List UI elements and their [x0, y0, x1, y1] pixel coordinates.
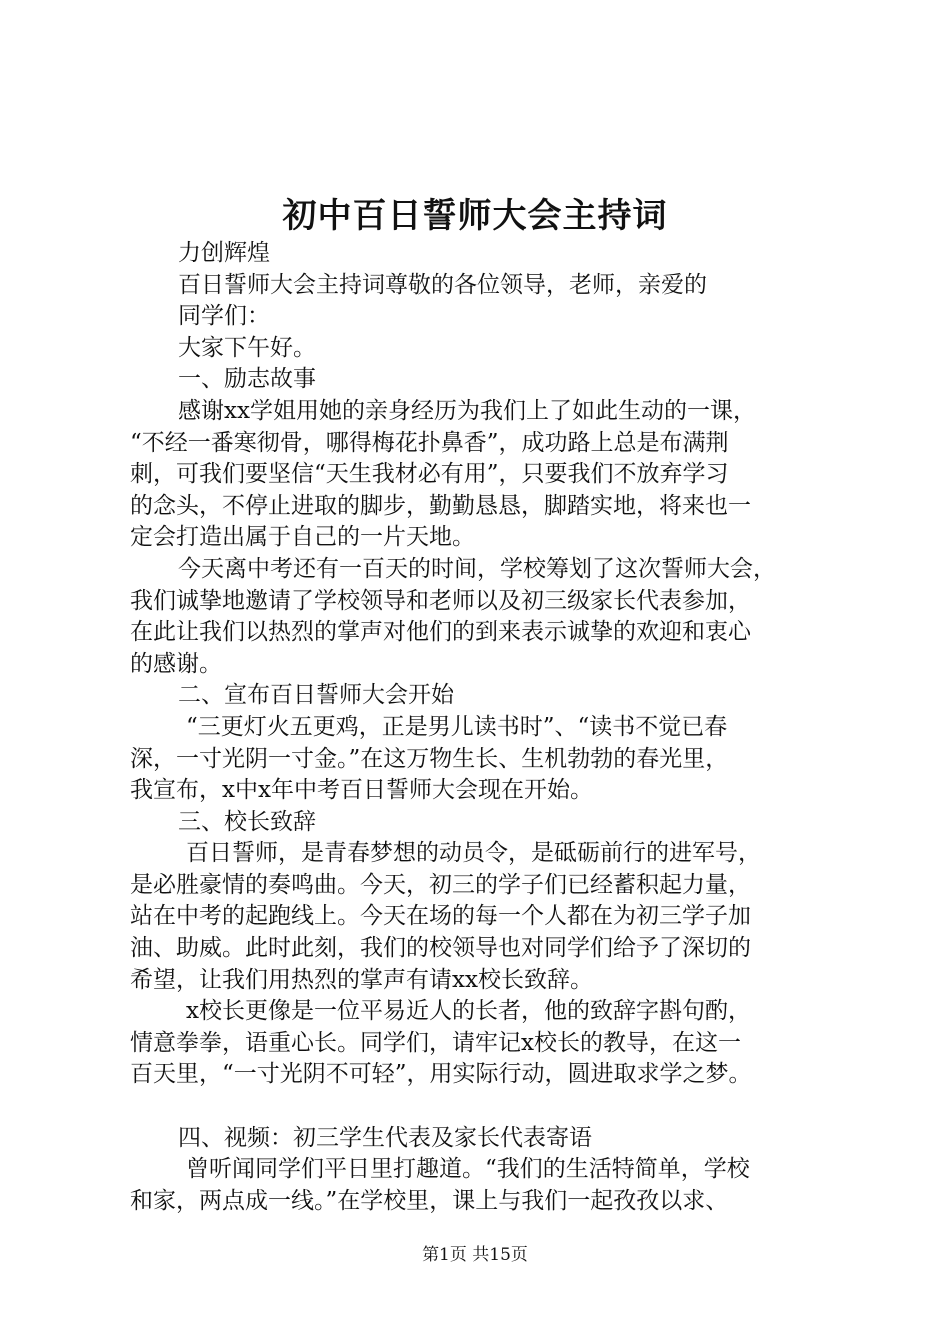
section-heading: 二、宣布百日誓师大会开始: [178, 682, 454, 709]
text-line: 深，一寸光阴一寸金。”在这万物生长、生机勃勃的春光里，: [130, 745, 729, 772]
text-line: 今天离中考还有一百天的时间，学校筹划了这次誓师大会，: [178, 555, 776, 582]
page-footer: 第1页 共15页: [422, 1245, 528, 1265]
text-line: 百日誓师大会主持词尊敬的各位领导，老师，亲爱的: [178, 271, 707, 298]
section-heading: 三、校长致辞: [178, 808, 316, 835]
text-line: 大家下午好。: [178, 334, 316, 361]
text-line: 的念头，不停止进取的脚步，勤勤恳恳，脚踏实地，将来也一: [130, 492, 751, 519]
text-line: 希望，让我们用热烈的掌声有请xx校长致辞。: [130, 966, 593, 993]
text-line: 和家，两点成一线。”在学校里，课上与我们一起孜孜以求、: [130, 1187, 729, 1214]
text-line: “三更灯火五更鸡，正是男儿读书时”、“读书不觉已春: [186, 713, 728, 740]
document-body: [130, 238, 830, 1217]
text-line: 情意拳拳，语重心长。同学们，请牢记x校长的教导，在这一: [130, 1029, 741, 1056]
text-line: “不经一番寒彻骨，哪得梅花扑鼻香”，成功路上总是布满荆: [130, 429, 729, 456]
section-heading: 四、视频：初三学生代表及家长代表寄语: [178, 1124, 592, 1151]
text-line: 同学们：: [178, 303, 270, 330]
section-heading: 一、励志故事: [178, 366, 316, 393]
text-line: 感谢xx学姐用她的亲身经历为我们上了如此生动的一课，: [178, 397, 756, 424]
text-line: 的感谢。: [130, 650, 222, 677]
text-line: x校长更像是一位平易近人的长者，他的致辞字斟句酌，: [186, 998, 751, 1025]
text-line: 力创辉煌: [178, 240, 270, 266]
text-line: 是必胜豪情的奏鸣曲。今天，初三的学子们已经蓄积起力量，: [130, 871, 751, 898]
text-line: 油、助威。此时此刻，我们的校领导也对同学们给予了深切的: [130, 935, 751, 962]
text-line: 我们诚挚地邀请了学校领导和老师以及初三级家长代表参加，: [130, 587, 751, 614]
text-line: 百天里，“一寸光阴不可轻”，用实际行动，圆进取求学之梦。: [130, 1061, 752, 1088]
text-line: 定会打造出属于自己的一片天地。: [130, 524, 475, 551]
text-line: 我宣布，x中x年中考百日誓师大会现在开始。: [130, 777, 593, 804]
text-line: 百日誓师，是青春梦想的动员令，是砥砺前行的进军号，: [186, 840, 761, 867]
text-line: 曾听闻同学们平日里打趣道。“我们的生活特简单，学校: [186, 1156, 750, 1183]
document-title: 初中百日誓师大会主持词: [282, 196, 668, 236]
text-line: 在此让我们以热烈的掌声对他们的到来表示诚挚的欢迎和衷心: [130, 619, 751, 646]
paragraph-gap: [130, 1091, 830, 1123]
text-line: 站在中考的起跑线上。今天在场的每一个人都在为初三学子加: [130, 903, 751, 930]
text-line: 刺，可我们要坚信“天生我材必有用”，只要我们不放弃学习: [130, 461, 729, 488]
